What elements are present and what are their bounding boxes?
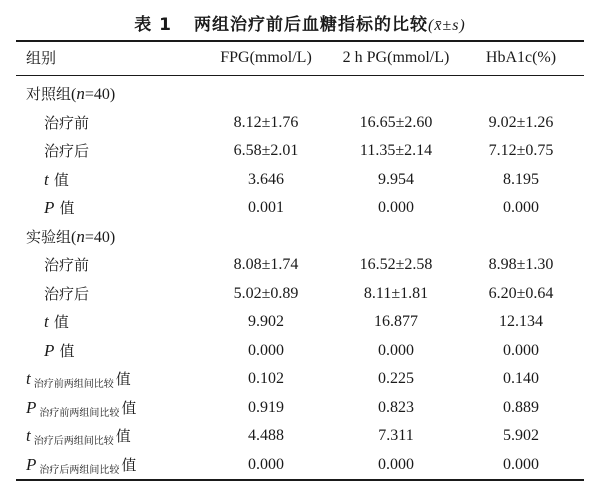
row-label [44,308,69,336]
cell-hba1c: 6.20±0.64 [488,284,554,302]
table-row [16,251,584,279]
stat-symbol: P [44,198,55,217]
cell-hba1c: 0.889 [503,398,539,416]
cell-fpg: 6.58±2.01 [233,142,299,159]
row-label: 治疗后 [44,284,90,303]
cell-hba1c: 8.98±1.30 [488,256,554,273]
row-label [44,337,75,365]
cell-2hpg: 0.000 [378,341,414,359]
cell-hba1c: 12.134 [499,313,543,330]
row-label [26,394,136,422]
header-fpg: FPG(mmol/L) [220,49,312,66]
header-hba1c: HbA1c(%) [485,49,557,66]
row-label: 治疗前 [44,256,90,274]
row-label [26,422,131,450]
stat-subscript: 治疗后两组间比较 [33,436,114,447]
cell-fpg: 8.08±1.74 [233,256,299,273]
table-row [16,166,584,194]
stat-symbol: t [26,426,31,445]
table-row [16,337,584,365]
table-row [16,394,584,422]
table-row [16,109,584,137]
stat-subscript: 治疗前两组间比较 [39,407,120,419]
stat-label: 值 [115,427,131,445]
group-n-symbol: n [76,226,85,246]
cell-hba1c: 8.195 [503,170,539,188]
stat-symbol: t [44,169,49,189]
group-row [16,223,584,251]
row-label: 治疗前 [44,113,90,132]
group-label [26,223,115,251]
table-row [16,280,584,308]
table-row [16,308,584,336]
cell-hba1c: 0.000 [503,455,539,473]
top-rule [16,40,584,42]
group-row [16,80,584,108]
cell-fpg: 3.646 [248,170,284,188]
cell-2hpg: 16.65±2.60 [359,113,433,131]
stat-label: 值 [115,370,131,388]
cell-2hpg: 0.225 [378,370,414,387]
group-n-open: ( [71,228,77,246]
group-n-value: =40) [84,86,116,103]
stat-label: 值 [53,170,69,189]
stat-label: 值 [121,398,137,417]
group-name: 对照组 [26,85,72,103]
cell-fpg: 0.000 [248,455,284,473]
stat-symbol: P [26,454,37,474]
table-header-row [16,44,584,72]
table-number: 表 1 [134,15,172,35]
stat-symbol: t [26,369,31,388]
cell-2hpg: 8.11±1.81 [363,284,429,302]
cell-hba1c: 9.02±1.26 [488,113,554,131]
header-2hpg: 2 h PG(mmol/L) [342,49,450,66]
cell-fpg: 9.902 [248,313,284,330]
row-label [44,166,69,194]
cell-hba1c: 0.000 [503,341,539,359]
bottom-rule [16,479,584,481]
table-row [16,451,584,479]
cell-2hpg: 0.000 [378,455,414,473]
stat-label: 值 [59,341,75,360]
cell-fpg: 0.102 [248,370,284,387]
group-n-symbol: n [76,84,85,103]
stat-subscript: 治疗前两组间比较 [33,379,114,390]
stat-symbol: P [26,397,37,417]
cell-2hpg: 16.877 [374,313,418,330]
cell-2hpg: 0.823 [378,398,414,416]
group-n-open: ( [71,86,77,103]
stat-label: 值 [59,199,75,217]
stat-subscript: 治疗后两组间比较 [39,464,120,476]
cell-2hpg: 16.52±2.58 [359,256,433,273]
cell-fpg: 8.12±1.76 [233,113,299,131]
group-n-value: =40) [84,228,116,246]
table-row [16,194,584,222]
cell-2hpg: 7.311 [378,427,414,444]
table-row [16,365,584,393]
table-title-stat: (x̄±s) [427,17,466,34]
cell-hba1c: 0.000 [503,199,539,216]
row-label [26,365,131,393]
group-label [26,80,115,108]
table-row [16,422,584,450]
row-label [26,451,136,479]
cell-hba1c: 5.902 [503,427,539,444]
stat-label: 值 [53,313,69,331]
cell-fpg: 0.001 [248,199,284,216]
group-name: 实验组 [26,227,72,246]
row-label [44,194,75,222]
cell-hba1c: 0.140 [503,370,539,387]
table-title [0,10,600,36]
stat-label: 值 [121,455,137,474]
stat-symbol: P [44,340,55,360]
cell-fpg: 4.488 [248,427,284,444]
header-rule [16,75,584,76]
row-label: 治疗后 [44,142,90,160]
cell-2hpg: 9.954 [378,170,414,188]
table-title-text: 两组治疗前后血糖指标的比较 [193,15,428,35]
cell-2hpg: 11.35±2.14 [359,142,433,159]
cell-hba1c: 7.12±0.75 [488,142,554,159]
header-group: 组别 [26,49,57,67]
table-row [16,137,584,165]
cell-fpg: 5.02±0.89 [233,284,299,302]
cell-2hpg: 0.000 [378,199,414,216]
stat-symbol: t [44,312,49,331]
cell-fpg: 0.000 [248,341,284,359]
cell-fpg: 0.919 [248,398,284,416]
